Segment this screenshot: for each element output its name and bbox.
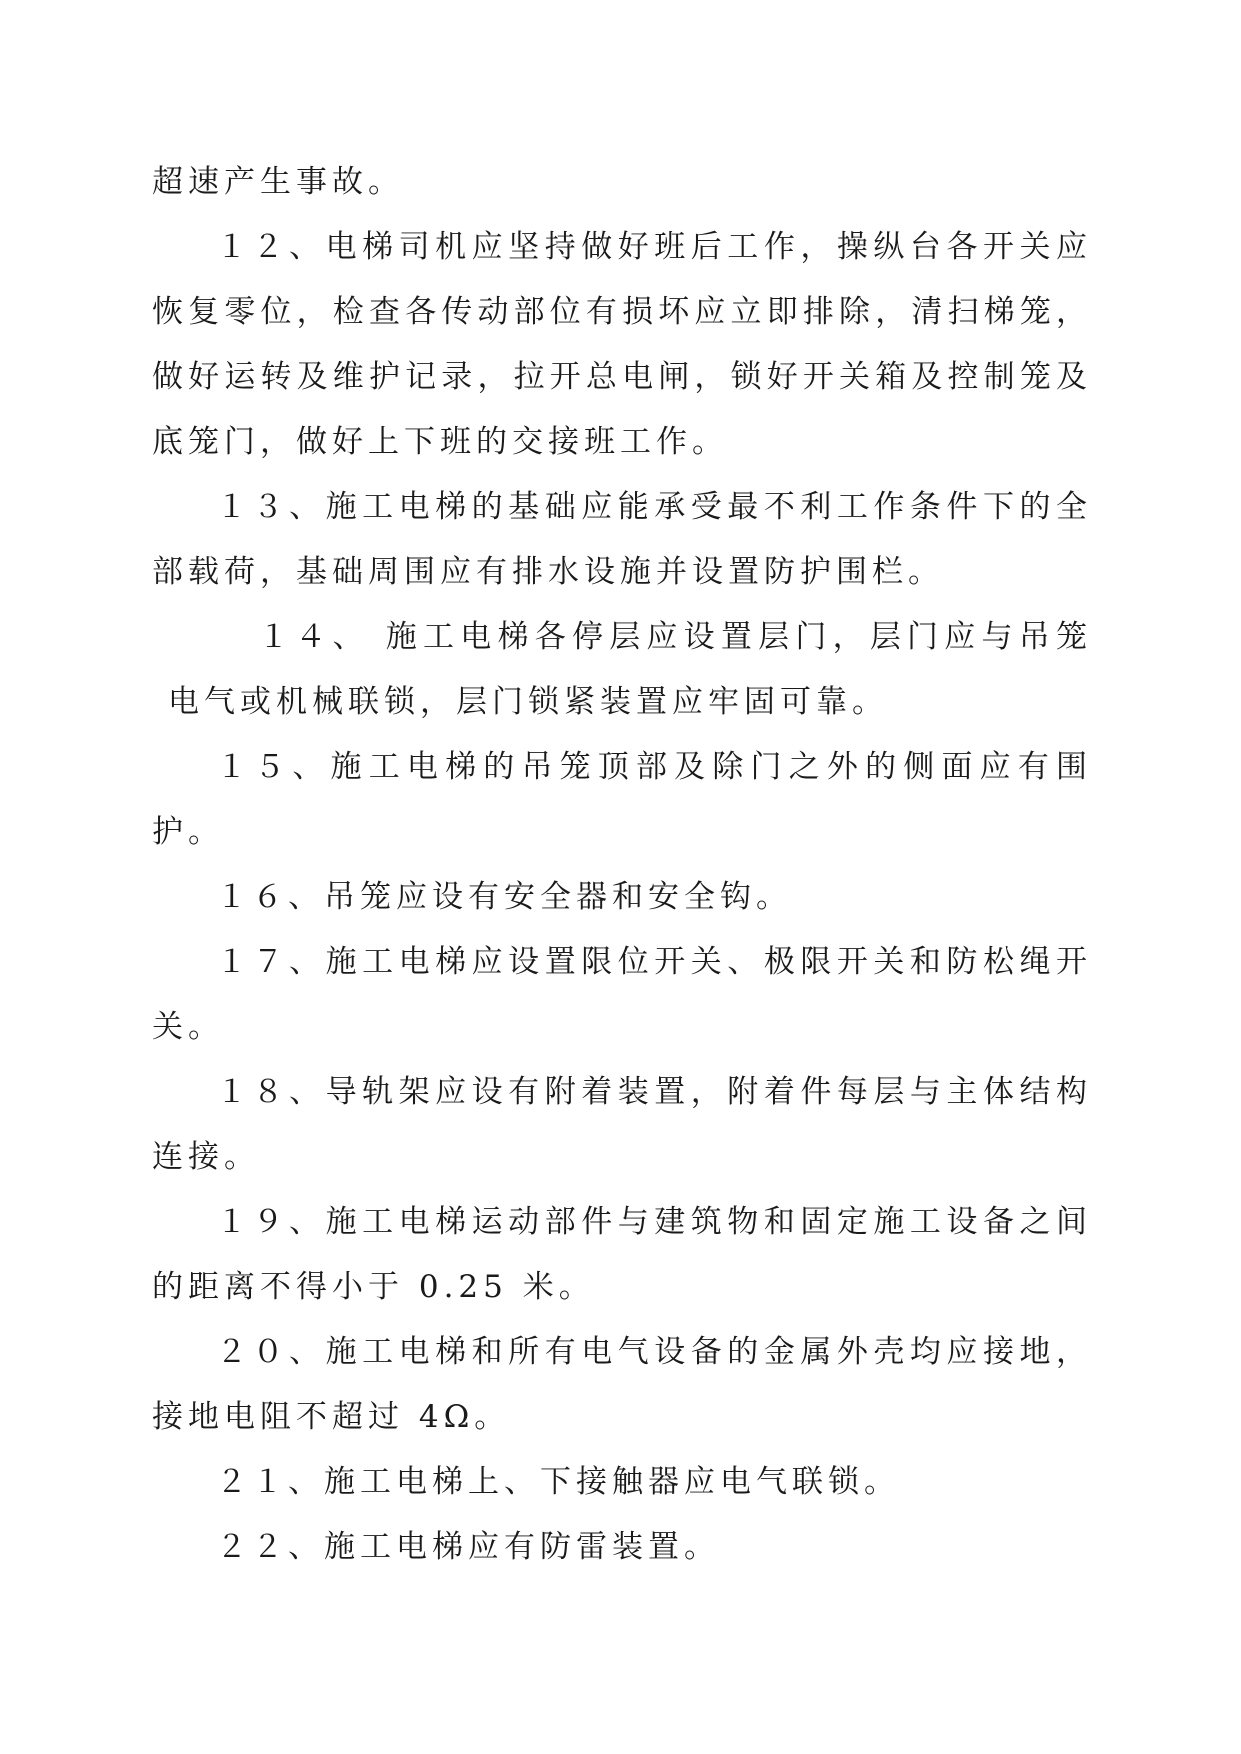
paragraph-item-15: １５、施工电梯的吊笼顶部及除门之外的侧面应有围护。 (152, 749, 1092, 850)
paragraph-item-17: １７、施工电梯应设置限位开关、极限开关和防松绳开关。 (152, 944, 1092, 1045)
paragraph-item-19: １９、施工电梯运动部件与建筑物和固定施工设备之间的距离不得小于 0.25 米。 (152, 1204, 1092, 1305)
paragraph-item-16: １６、吊笼应设有安全器和安全钩。 (216, 879, 792, 915)
document-body (152, 150, 1092, 1580)
paragraph-item-12: １２、电梯司机应坚持做好班后工作，操纵台各开关应恢复零位，检查各传动部位有损坏应立即排除，清扫梯笼，做好运转及维护记录，拉开总电闸，锁好开关箱及控制笼及底笼门，做好上下班的交接班工作。 (152, 229, 1092, 460)
paragraph-item-13: １３、施工电梯的基础应能承受最不利工作条件下的全部载荷，基础周围应有排水设施并设置防护围栏。 (152, 489, 1092, 590)
paragraph-continuation: 超速产生事故。 (152, 164, 404, 200)
paragraph-item-21: ２１、施工电梯上、下接触器应电气联锁。 (216, 1464, 900, 1500)
paragraph-item-20: ２０、施工电梯和所有电气设备的金属外壳均应接地，接地电阻不超过 4Ω。 (152, 1334, 1092, 1435)
paragraph-item-14: １４、 施工电梯各停层应设置层门，层门应与吊笼电气或机械联锁，层门锁紧装置应牢固可靠。 (168, 619, 1092, 720)
paragraph-item-18: １８、导轨架应设有附着装置，附着件每层与主体结构连接。 (152, 1074, 1092, 1175)
paragraph-item-22: ２２、施工电梯应有防雷装置。 (216, 1529, 720, 1565)
